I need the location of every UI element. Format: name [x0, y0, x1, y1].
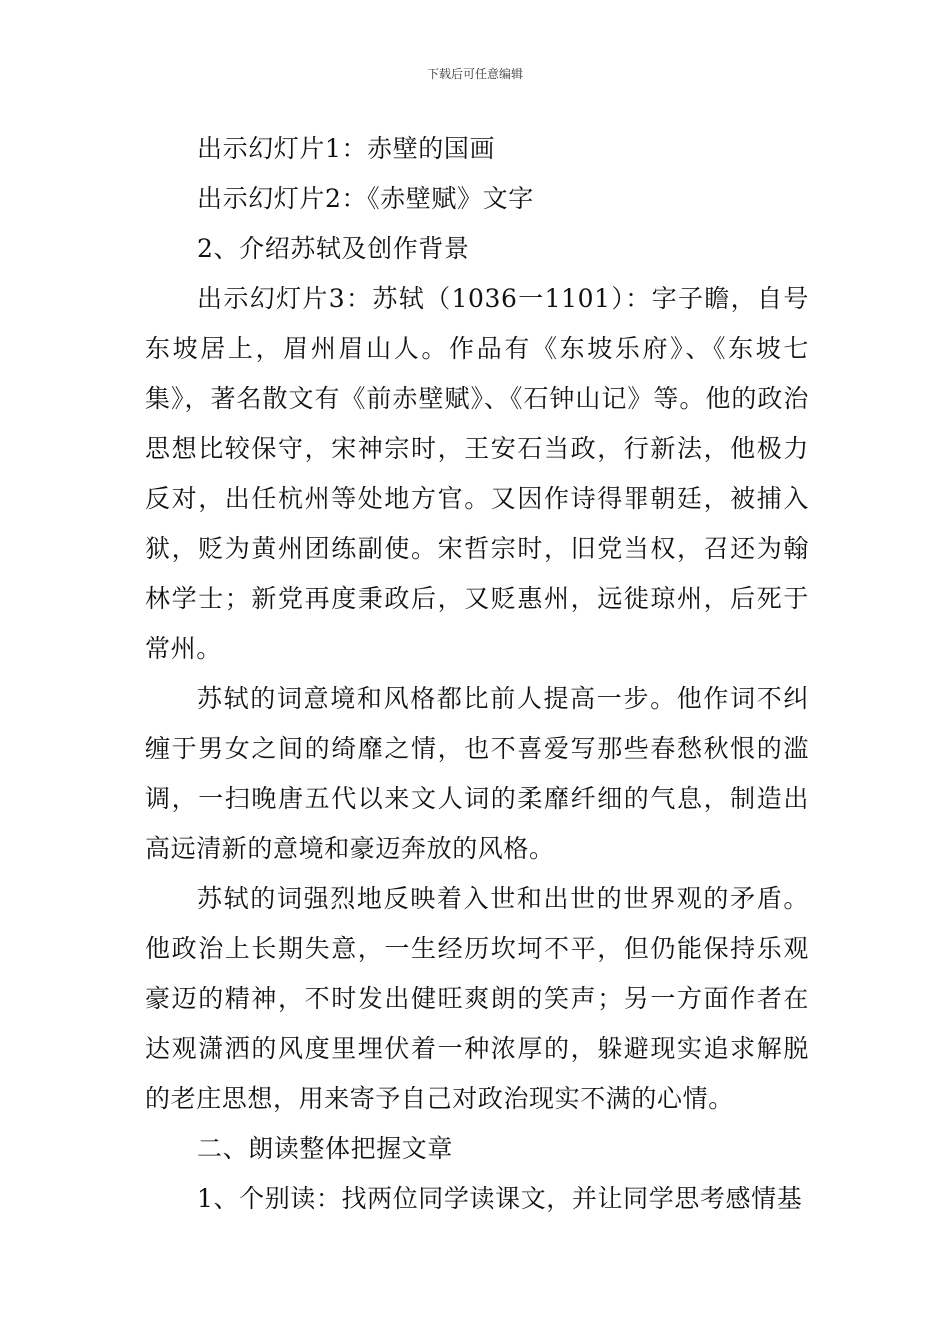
page-header-note: 下载后可任意编辑: [426, 67, 523, 81]
paragraph-slide-2: 出示幻灯片2：《赤壁赋》文字: [197, 184, 534, 213]
document-body: [145, 124, 809, 1224]
paragraph-author-bio: 出示幻灯片3：苏轼（1036一1101）：字子瞻，自号东坡居上，眉州眉山人。作品有《东坡乐府》、《东坡七集》，著名散文有《前赤壁赋》、《石钟山记》等。他的政治思想比较保守，宋神宗时，王安石当政，行新法，他极力反对，出任杭州等处地方官。又因作诗得罪朝廷，被捕入狱，贬为黄州团练副使。宋哲宗时，旧党当权，召还为翰林学士；新党再度秉政后，又贬惠州，远徙琼州，后死于常州。: [145, 284, 809, 663]
section-heading-reading: 二、朗读整体把握文章: [197, 1134, 454, 1163]
paragraph-individual-reading: 1、个别读：找两位同学读课文，并让同学思考感情基: [197, 1184, 803, 1213]
paragraph-slide-1: 出示幻灯片1：赤壁的国画: [197, 134, 496, 163]
section-heading-author-background: 2、介绍苏轼及创作背景: [197, 234, 470, 263]
paragraph-worldview: 苏轼的词强烈地反映着入世和出世的世界观的矛盾。他政治上长期失意，一生经历坎坷不平，但仍能保持乐观豪迈的精神，不时发出健旺爽朗的笑声；另一方面作者在达观潇洒的风度里埋伏着一种浓厚的，躲避现实追求解脱的老庄思想，用来寄予自己对政治现实不满的心情。: [145, 884, 809, 1113]
paragraph-ci-style: 苏轼的词意境和风格都比前人提高一步。他作词不纠缠于男女之间的绮靡之情，也不喜爱写那些春愁秋恨的滥调，一扫晚唐五代以来文人词的柔靡纤细的气息，制造出高远清新的意境和豪迈奔放的风格。: [145, 684, 809, 863]
